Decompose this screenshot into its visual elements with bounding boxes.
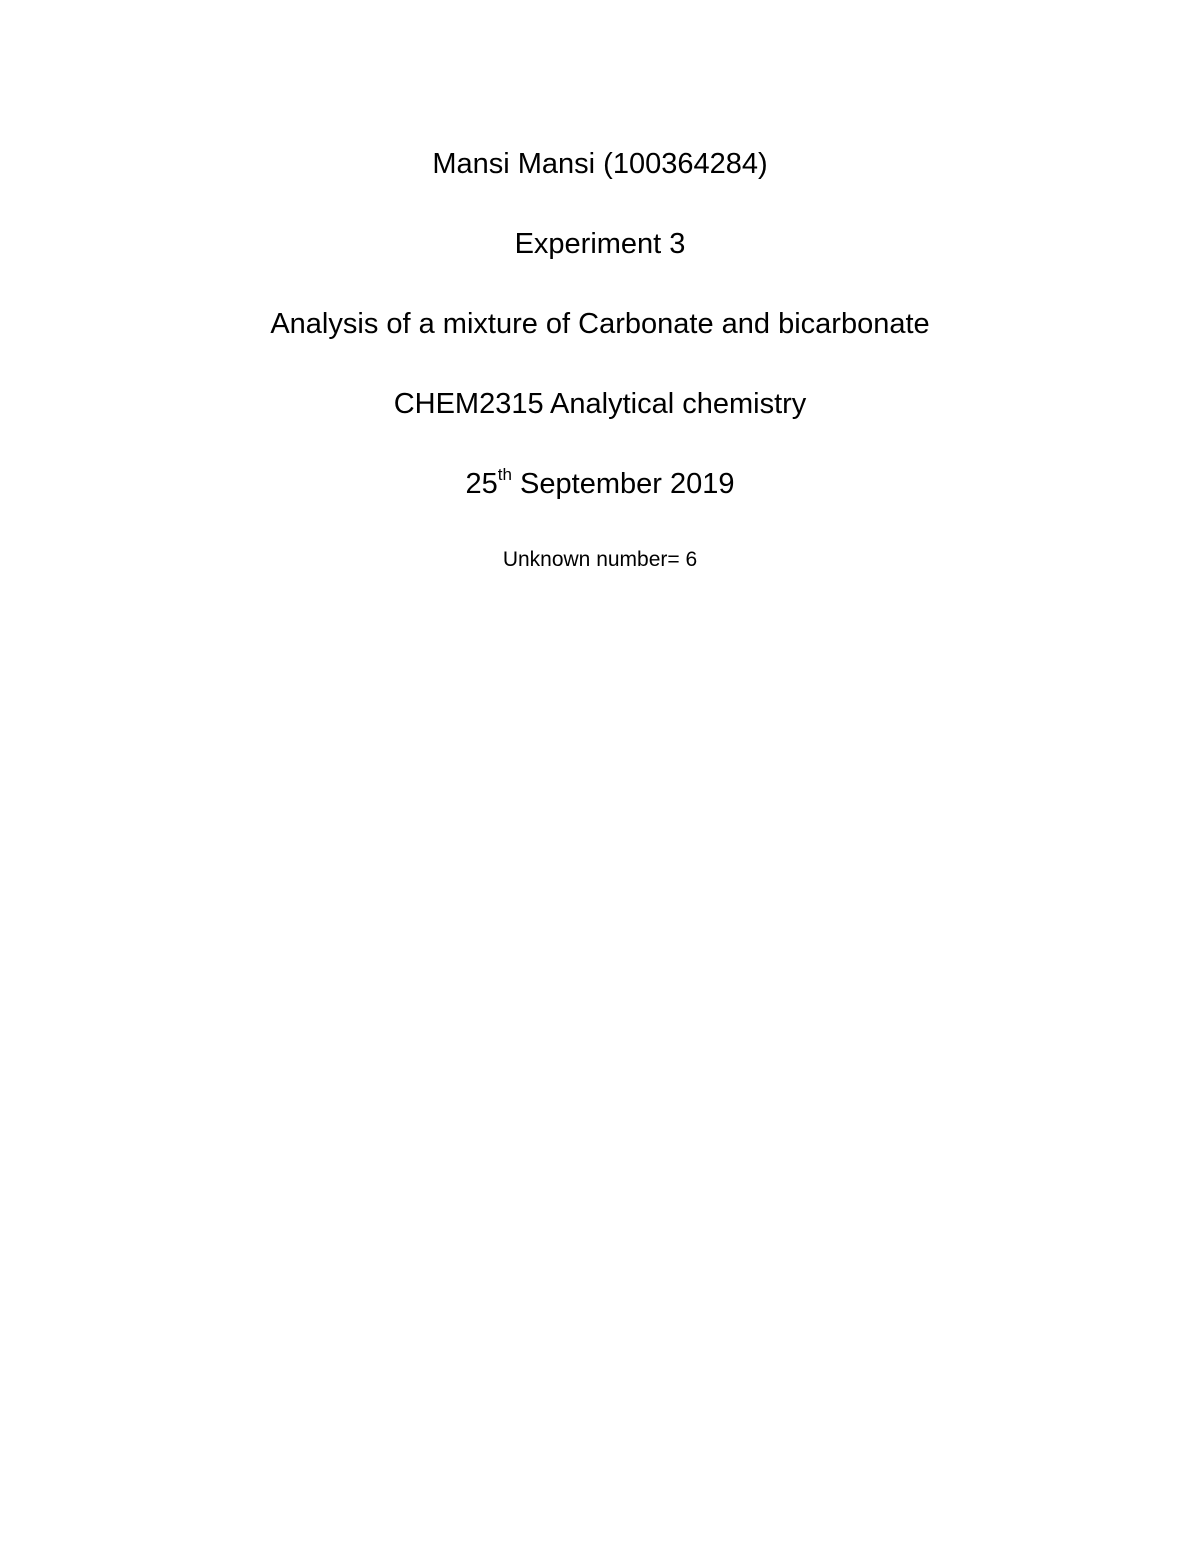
date-rest: September 2019: [511, 468, 735, 500]
experiment-line: Experiment 3: [514, 228, 686, 260]
title-line: Analysis of a mixture of Carbonate and bicarbonate: [270, 308, 930, 340]
course-line: CHEM2315 Analytical chemistry: [393, 388, 807, 420]
date-day: 25: [465, 468, 498, 500]
date-line: [0, 466, 1200, 502]
unknown-number-line: Unknown number= 6: [502, 548, 698, 571]
date-ordinal-suffix: th: [497, 465, 512, 485]
author-line: Mansi Mansi (100364284): [432, 148, 768, 180]
